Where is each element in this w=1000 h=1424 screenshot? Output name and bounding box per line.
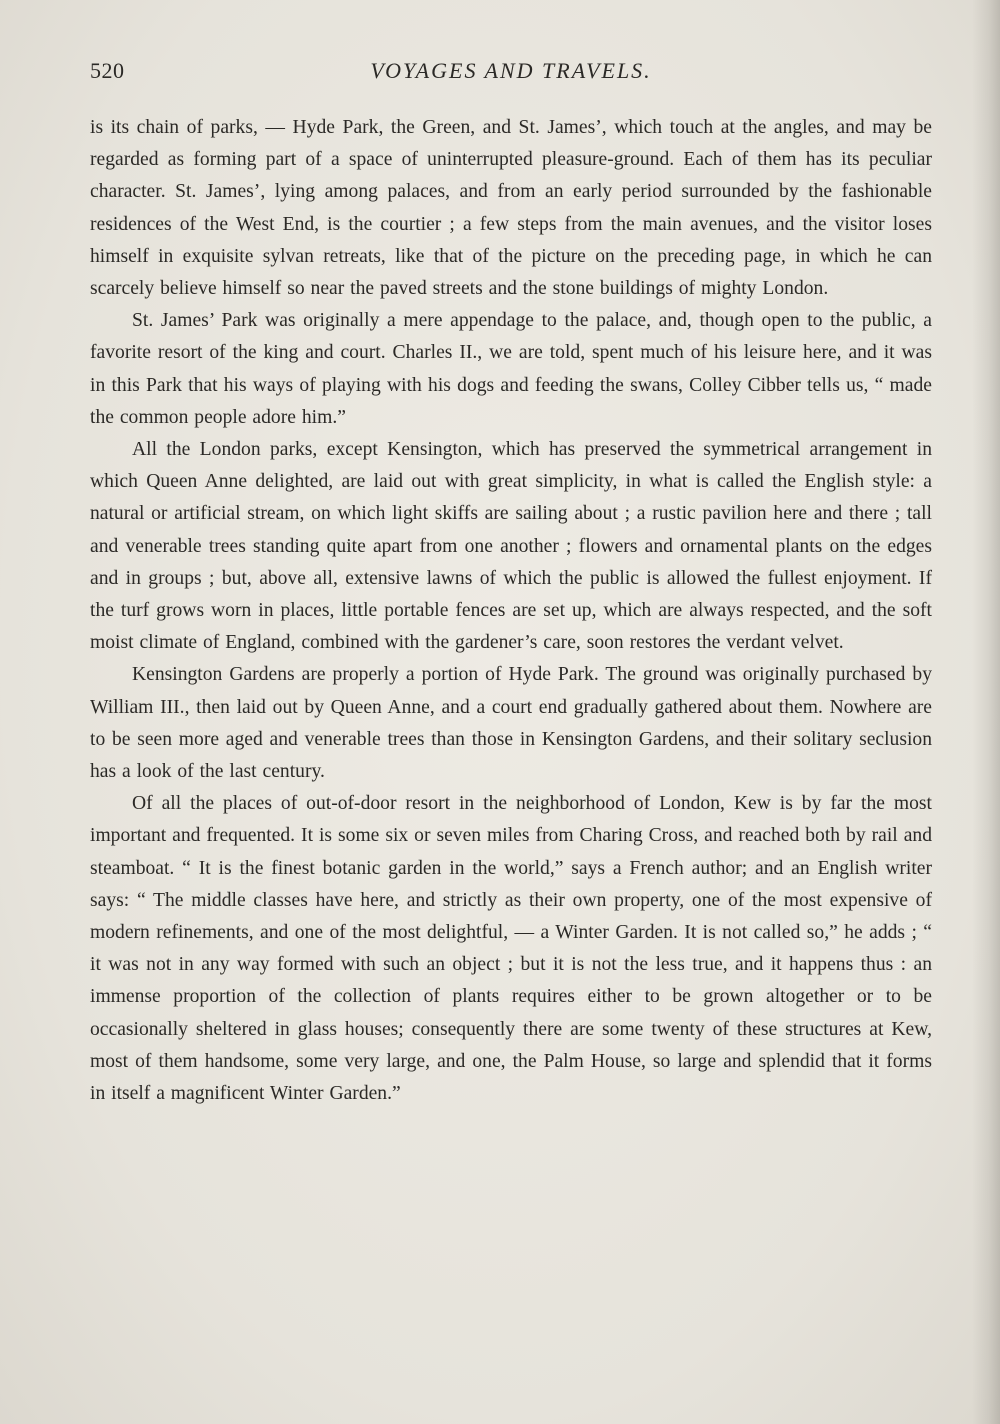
page-number: 520 xyxy=(90,58,125,83)
paragraph-st-james-park: St. James’ Park was originally a mere appendage to the palace, and, though open to the public, a favorite resort of the king and court. Charles II., we are told, spent much of his leisure here, and it was in this Park that his ways of playing with his dogs and feeding the swans, Colley Cibber tells us, “ made the common people adore him.” xyxy=(90,310,932,428)
paragraph-kew: Of all the places of out-of-door resort in the neighborhood of London, Kew is by far the most important and frequented. It is some six or seven miles from Charing Cross, and reached both by rail and steamboat. “ It is the finest botanic garden in the world,” says a French author; and an English writer says: “ The middle classes have here, and strictly as their own property, one of the most expensive of modern refinements, and one of the most delightful, — a Winter Garden. It is not called so,” he adds ; “ it was not in any way formed with such an object ; but it is not the less true, and it happens thus : an immense proportion of the collection of plants requires either to be grown altogether or to be occasionally sheltered in glass houses; consequently there are some twenty of these structures at Kew, most of them handsome, some very large, and one, the Palm House, so large and splendid that it forms in itself a magnificent Winter Garden.” xyxy=(90,793,932,1105)
paragraph-london-parks: All the London parks, except Kensington, which has preserved the symmetrical arrangement in which Queen Anne delighted, are laid out with great simplicity, in what is called the English style: a natural or artificial stream, on which light skiffs are sailing about ; a rustic pavilion here and there ; tall and venerable trees standing quite apart from one another ; flowers and ornamental plants on the edges and in groups ; but, above all, extensive lawns of which the public is allowed the fullest enjoyment. If the turf grows worn in places, little portable fences are set up, which are always respected, and the soft moist climate of England, combined with the gardener’s care, soon restores the verdant velvet. xyxy=(90,439,932,654)
running-head: VOYAGES AND TRAVELS. xyxy=(370,58,652,83)
paragraph-parks-chain: is its chain of parks, — Hyde Park, the Green, and St. James’, which touch at the angles, and may be regarded as forming part of a space of uninterrupted pleasure-ground. Each of them has its peculiar character. St. James’, lying among palaces, and from an early period surrounded by the fashionable residences of the West End, is the courtier ; a few steps from the main avenues, and the visitor loses himself in exquisite sylvan retreats, like that of the picture on the preceding page, in which he can scarcely believe himself so near the paved streets and the stone buildings of mighty London. xyxy=(90,117,932,300)
body-text xyxy=(90,112,932,1110)
paragraph-kensington-gardens: Kensington Gardens are properly a portion of Hyde Park. The ground was originally purchased by William III., then laid out by Queen Anne, and a court end gradually gathered about them. Nowhere are to be seen more aged and venerable trees than those in Kensington Gardens, and their solitary seclusion has a look of the last century. xyxy=(90,664,932,783)
page-header xyxy=(90,58,932,90)
page-edge-shadow xyxy=(972,0,1000,1424)
